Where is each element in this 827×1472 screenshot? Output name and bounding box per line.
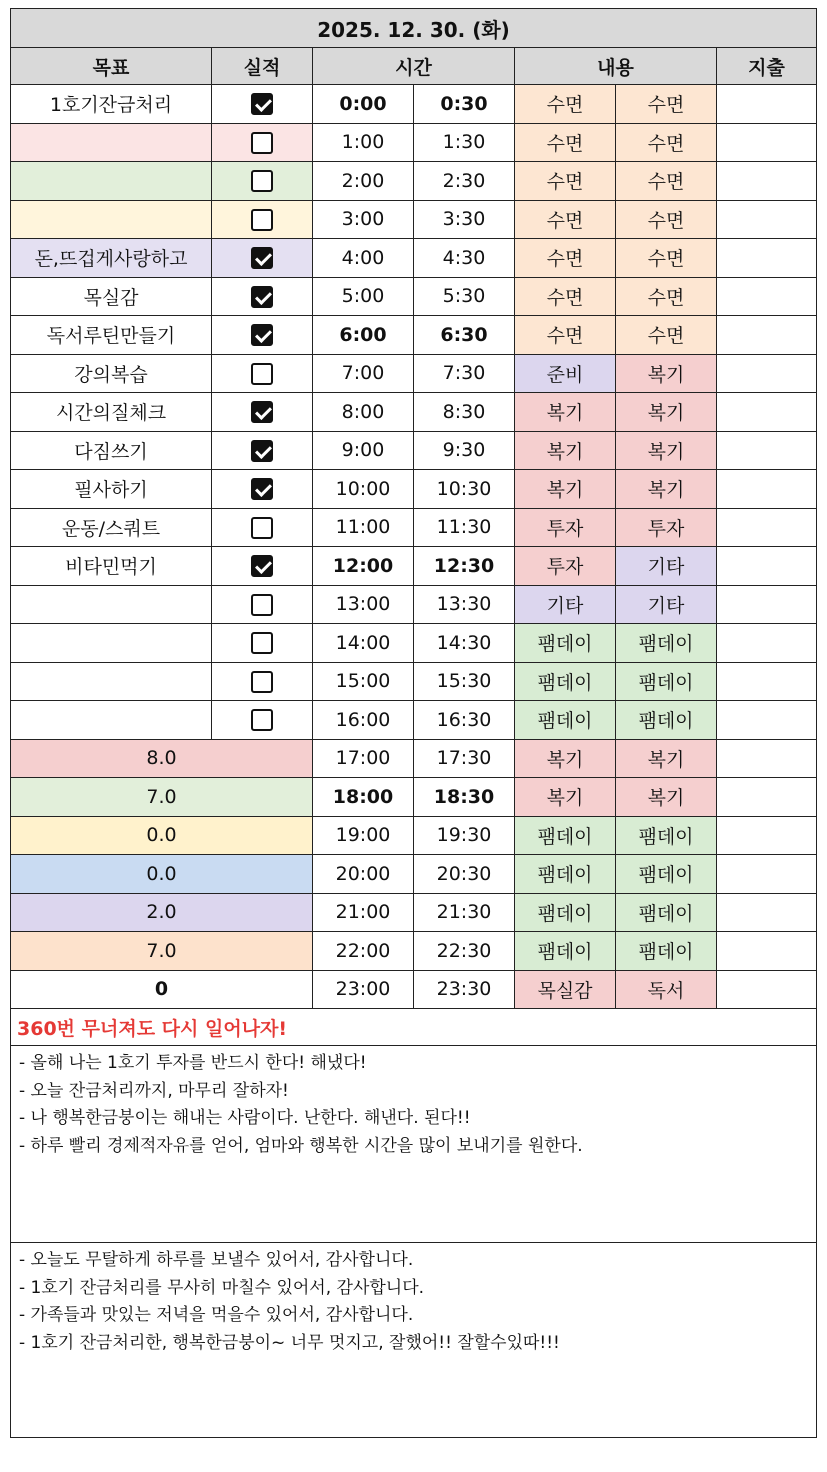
done-cell [212, 316, 313, 355]
gratitude-line: - 오늘도 무탈하게 하루를 보낼수 있어서, 감사합니다. [19, 1250, 414, 1270]
schedule-row [11, 547, 817, 586]
goal-cell[interactable] [11, 624, 212, 663]
schedule-row [11, 662, 817, 701]
activity-second-half[interactable]: 수면 [616, 162, 717, 201]
activity-first-half[interactable]: 팸데이 [515, 624, 616, 663]
time-start: 23:00 [313, 970, 414, 1009]
done-cell [212, 277, 313, 316]
time-half: 23:30 [414, 970, 515, 1009]
schedule-row [11, 816, 817, 855]
schedule-row [11, 508, 817, 547]
summary-cell: 0 [11, 970, 313, 1009]
spend-cell[interactable] [717, 932, 817, 971]
schedule-row [11, 970, 817, 1009]
activity-second-half[interactable]: 복기 [616, 739, 717, 778]
spend-cell[interactable] [717, 123, 817, 162]
daily-planner-sheet [10, 8, 816, 1438]
summary-cell: 0.0 [11, 816, 313, 855]
activity-second-half[interactable]: 수면 [616, 316, 717, 355]
spend-cell[interactable] [717, 354, 817, 393]
activity-second-half[interactable]: 수면 [616, 123, 717, 162]
activity-first-half[interactable]: 수면 [515, 239, 616, 278]
activity-second-half[interactable]: 수면 [616, 85, 717, 124]
schedule-row [11, 470, 817, 509]
gratitude-line: - 1호기 잔금처리를 무사히 마칠수 있어서, 감사합니다. [19, 1277, 425, 1298]
time-half: 17:30 [414, 739, 515, 778]
time-start: 17:00 [313, 739, 414, 778]
activity-first-half[interactable]: 복기 [515, 739, 616, 778]
activity-second-half[interactable]: 팸데이 [616, 816, 717, 855]
time-start: 9:00 [313, 431, 414, 470]
activity-first-half[interactable]: 복기 [515, 393, 616, 432]
activity-second-half[interactable]: 투자 [616, 508, 717, 547]
done-cell [212, 123, 313, 162]
schedule-row [11, 85, 817, 124]
activity-first-half[interactable]: 투자 [515, 547, 616, 586]
activity-first-half[interactable]: 수면 [515, 123, 616, 162]
activity-second-half[interactable]: 기타 [616, 547, 717, 586]
activity-first-half[interactable]: 팸데이 [515, 662, 616, 701]
checkbox-checked[interactable] [251, 247, 273, 269]
time-half: 18:30 [414, 778, 515, 817]
spend-cell[interactable] [717, 624, 817, 663]
activity-second-half[interactable]: 복기 [616, 431, 717, 470]
time-start: 14:00 [313, 624, 414, 663]
checkbox-unchecked[interactable] [251, 709, 273, 731]
done-cell [212, 200, 313, 239]
time-start: 12:00 [313, 547, 414, 586]
time-start: 15:00 [313, 662, 414, 701]
time-half: 21:30 [414, 893, 515, 932]
time-start: 1:00 [313, 123, 414, 162]
summary-cell: 7.0 [11, 932, 313, 971]
activity-second-half[interactable]: 수면 [616, 200, 717, 239]
goal-cell[interactable] [11, 662, 212, 701]
time-half: 2:30 [414, 162, 515, 201]
planner-table [10, 8, 817, 1438]
activity-first-half[interactable]: 투자 [515, 508, 616, 547]
time-start: 22:00 [313, 932, 414, 971]
time-start: 0:00 [313, 85, 414, 124]
checkbox-checked[interactable] [251, 401, 273, 423]
goal-cell[interactable]: 목실감 [11, 277, 212, 316]
schedule-row [11, 316, 817, 355]
spend-cell[interactable] [717, 200, 817, 239]
schedule-row [11, 701, 817, 740]
motto-text: 360번 무너져도 다시 일어나자! [11, 1009, 817, 1046]
spend-cell[interactable] [717, 585, 817, 624]
goal-cell[interactable]: 비타민먹기 [11, 547, 212, 586]
spend-cell[interactable] [717, 393, 817, 432]
gratitude-block[interactable] [11, 1243, 817, 1438]
activity-second-half[interactable]: 팸데이 [616, 893, 717, 932]
resolutions-line: - 올해 나는 1호기 투자를 반드시 한다! 해냈다! [19, 1053, 367, 1073]
activity-second-half[interactable]: 팸데이 [616, 662, 717, 701]
schedule-row [11, 624, 817, 663]
resolutions-block[interactable] [11, 1046, 817, 1243]
activity-first-half[interactable]: 수면 [515, 85, 616, 124]
resolutions-line: - 하루 빨리 경제적자유를 얻어, 엄마와 행복한 시간을 많이 보내기를 원한다. [19, 1135, 583, 1156]
time-start: 21:00 [313, 893, 414, 932]
time-start: 16:00 [313, 701, 414, 740]
time-half: 14:30 [414, 624, 515, 663]
resolutions-line: - 나 행복한금붕이는 해내는 사람이다. 난한다. 해낸다. 된다!! [19, 1108, 471, 1128]
activity-first-half[interactable]: 수면 [515, 162, 616, 201]
done-cell [212, 470, 313, 509]
time-half: 1:30 [414, 123, 515, 162]
activity-first-half[interactable]: 복기 [515, 431, 616, 470]
activity-second-half[interactable]: 복기 [616, 354, 717, 393]
goal-cell[interactable] [11, 585, 212, 624]
schedule-row [11, 585, 817, 624]
done-cell [212, 85, 313, 124]
activity-second-half[interactable]: 팸데이 [616, 624, 717, 663]
summary-cell: 7.0 [11, 778, 313, 817]
done-cell [212, 624, 313, 663]
spend-cell[interactable] [717, 547, 817, 586]
goal-cell[interactable]: 강의복습 [11, 354, 212, 393]
time-start: 4:00 [313, 239, 414, 278]
schedule-row [11, 162, 817, 201]
gratitude-row [11, 1243, 817, 1438]
checkbox-checked[interactable] [251, 555, 273, 577]
checkbox-unchecked[interactable] [251, 132, 273, 154]
activity-first-half[interactable]: 팸데이 [515, 893, 616, 932]
spend-cell[interactable] [717, 85, 817, 124]
summary-cell: 8.0 [11, 739, 313, 778]
time-half: 7:30 [414, 354, 515, 393]
activity-second-half[interactable]: 수면 [616, 277, 717, 316]
goal-cell[interactable]: 다짐쓰기 [11, 431, 212, 470]
done-cell [212, 508, 313, 547]
time-start: 3:00 [313, 200, 414, 239]
schedule-row [11, 778, 817, 817]
spend-cell[interactable] [717, 855, 817, 894]
header-content: 내용 [515, 48, 717, 85]
title-row [11, 9, 817, 48]
time-half: 20:30 [414, 855, 515, 894]
time-half: 5:30 [414, 277, 515, 316]
spend-cell[interactable] [717, 277, 817, 316]
time-half: 11:30 [414, 508, 515, 547]
header-goal: 목표 [11, 48, 212, 85]
time-start: 18:00 [313, 778, 414, 817]
time-half: 3:30 [414, 200, 515, 239]
time-half: 9:30 [414, 431, 515, 470]
time-start: 2:00 [313, 162, 414, 201]
checkbox-unchecked[interactable] [251, 632, 273, 654]
activity-first-half[interactable]: 목실감 [515, 970, 616, 1009]
goal-cell[interactable]: 돈,뜨겁게사랑하고 [11, 239, 212, 278]
schedule-row [11, 431, 817, 470]
time-half: 13:30 [414, 585, 515, 624]
time-half: 10:30 [414, 470, 515, 509]
checkbox-checked[interactable] [251, 93, 273, 115]
activity-second-half[interactable]: 복기 [616, 778, 717, 817]
spend-cell[interactable] [717, 816, 817, 855]
activity-first-half[interactable]: 팸데이 [515, 816, 616, 855]
spend-cell[interactable] [717, 893, 817, 932]
time-start: 5:00 [313, 277, 414, 316]
goal-cell[interactable] [11, 200, 212, 239]
done-cell [212, 162, 313, 201]
schedule-row [11, 200, 817, 239]
spend-cell[interactable] [717, 739, 817, 778]
time-half: 12:30 [414, 547, 515, 586]
activity-second-half[interactable]: 수면 [616, 239, 717, 278]
checkbox-unchecked[interactable] [251, 363, 273, 385]
activity-first-half[interactable]: 수면 [515, 316, 616, 355]
activity-second-half[interactable]: 복기 [616, 470, 717, 509]
schedule-row [11, 855, 817, 894]
planner-date-title: 2025. 12. 30. (화) [11, 9, 817, 48]
activity-first-half[interactable]: 수면 [515, 200, 616, 239]
schedule-row [11, 354, 817, 393]
schedule-row [11, 932, 817, 971]
activity-second-half[interactable]: 독서 [616, 970, 717, 1009]
checkbox-unchecked[interactable] [251, 517, 273, 539]
time-half: 0:30 [414, 85, 515, 124]
header-done: 실적 [212, 48, 313, 85]
header-time: 시간 [313, 48, 515, 85]
header-row [11, 48, 817, 85]
spend-cell[interactable] [717, 470, 817, 509]
time-start: 8:00 [313, 393, 414, 432]
activity-second-half[interactable]: 팸데이 [616, 701, 717, 740]
done-cell [212, 662, 313, 701]
goal-cell[interactable]: 필사하기 [11, 470, 212, 509]
schedule-row [11, 893, 817, 932]
done-cell [212, 239, 313, 278]
activity-second-half[interactable]: 팸데이 [616, 855, 717, 894]
activity-first-half[interactable]: 수면 [515, 277, 616, 316]
time-start: 10:00 [313, 470, 414, 509]
schedule-row [11, 277, 817, 316]
resolutions-line: - 오늘 잔금처리까지, 마무리 잘하자! [19, 1080, 289, 1101]
spend-cell[interactable] [717, 778, 817, 817]
activity-first-half[interactable]: 팸데이 [515, 932, 616, 971]
activity-second-half[interactable]: 팸데이 [616, 932, 717, 971]
activity-second-half[interactable]: 기타 [616, 585, 717, 624]
checkbox-checked[interactable] [251, 478, 273, 500]
done-cell [212, 393, 313, 432]
spend-cell[interactable] [717, 431, 817, 470]
gratitude-line: - 1호기 잔금처리한, 행복한금붕이~ 너무 멋지고, 잘했어!! 잘할수있따!!! [19, 1332, 560, 1353]
done-cell [212, 547, 313, 586]
time-start: 13:00 [313, 585, 414, 624]
summary-cell: 2.0 [11, 893, 313, 932]
schedule-row [11, 123, 817, 162]
activity-first-half[interactable]: 복기 [515, 778, 616, 817]
done-cell [212, 701, 313, 740]
activity-first-half[interactable]: 준비 [515, 354, 616, 393]
spend-cell[interactable] [717, 970, 817, 1009]
activity-first-half[interactable]: 복기 [515, 470, 616, 509]
spend-cell[interactable] [717, 508, 817, 547]
goal-cell[interactable]: 1호기잔금처리 [11, 85, 212, 124]
goal-cell[interactable]: 시간의질체크 [11, 393, 212, 432]
checkbox-unchecked[interactable] [251, 671, 273, 693]
goal-cell[interactable] [11, 123, 212, 162]
time-half: 16:30 [414, 701, 515, 740]
time-start: 11:00 [313, 508, 414, 547]
done-cell [212, 431, 313, 470]
checkbox-unchecked[interactable] [251, 209, 273, 231]
spend-cell[interactable] [717, 701, 817, 740]
activity-first-half[interactable]: 팸데이 [515, 701, 616, 740]
summary-cell: 0.0 [11, 855, 313, 894]
spend-cell[interactable] [717, 162, 817, 201]
checkbox-unchecked[interactable] [251, 594, 273, 616]
schedule-row [11, 393, 817, 432]
checkbox-checked[interactable] [251, 440, 273, 462]
checkbox-unchecked[interactable] [251, 170, 273, 192]
goal-cell[interactable]: 독서루틴만들기 [11, 316, 212, 355]
time-half: 15:30 [414, 662, 515, 701]
gratitude-line: - 가족들과 맛있는 저녁을 먹을수 있어서, 감사합니다. [19, 1305, 414, 1325]
activity-second-half[interactable]: 복기 [616, 393, 717, 432]
spend-cell[interactable] [717, 316, 817, 355]
goal-cell[interactable] [11, 701, 212, 740]
time-half: 19:30 [414, 816, 515, 855]
checkbox-checked[interactable] [251, 286, 273, 308]
spend-cell[interactable] [717, 239, 817, 278]
activity-first-half[interactable]: 기타 [515, 585, 616, 624]
header-spend: 지출 [717, 48, 817, 85]
done-cell [212, 354, 313, 393]
time-start: 6:00 [313, 316, 414, 355]
schedule-row [11, 739, 817, 778]
schedule-row [11, 239, 817, 278]
time-start: 19:00 [313, 816, 414, 855]
time-half: 4:30 [414, 239, 515, 278]
time-half: 8:30 [414, 393, 515, 432]
activity-first-half[interactable]: 팸데이 [515, 855, 616, 894]
time-half: 6:30 [414, 316, 515, 355]
goal-cell[interactable] [11, 162, 212, 201]
done-cell [212, 585, 313, 624]
motto-row [11, 1009, 817, 1046]
time-half: 22:30 [414, 932, 515, 971]
time-start: 20:00 [313, 855, 414, 894]
spend-cell[interactable] [717, 662, 817, 701]
resolutions-row [11, 1046, 817, 1243]
checkbox-checked[interactable] [251, 324, 273, 346]
time-start: 7:00 [313, 354, 414, 393]
goal-cell[interactable]: 운동/스쿼트 [11, 508, 212, 547]
